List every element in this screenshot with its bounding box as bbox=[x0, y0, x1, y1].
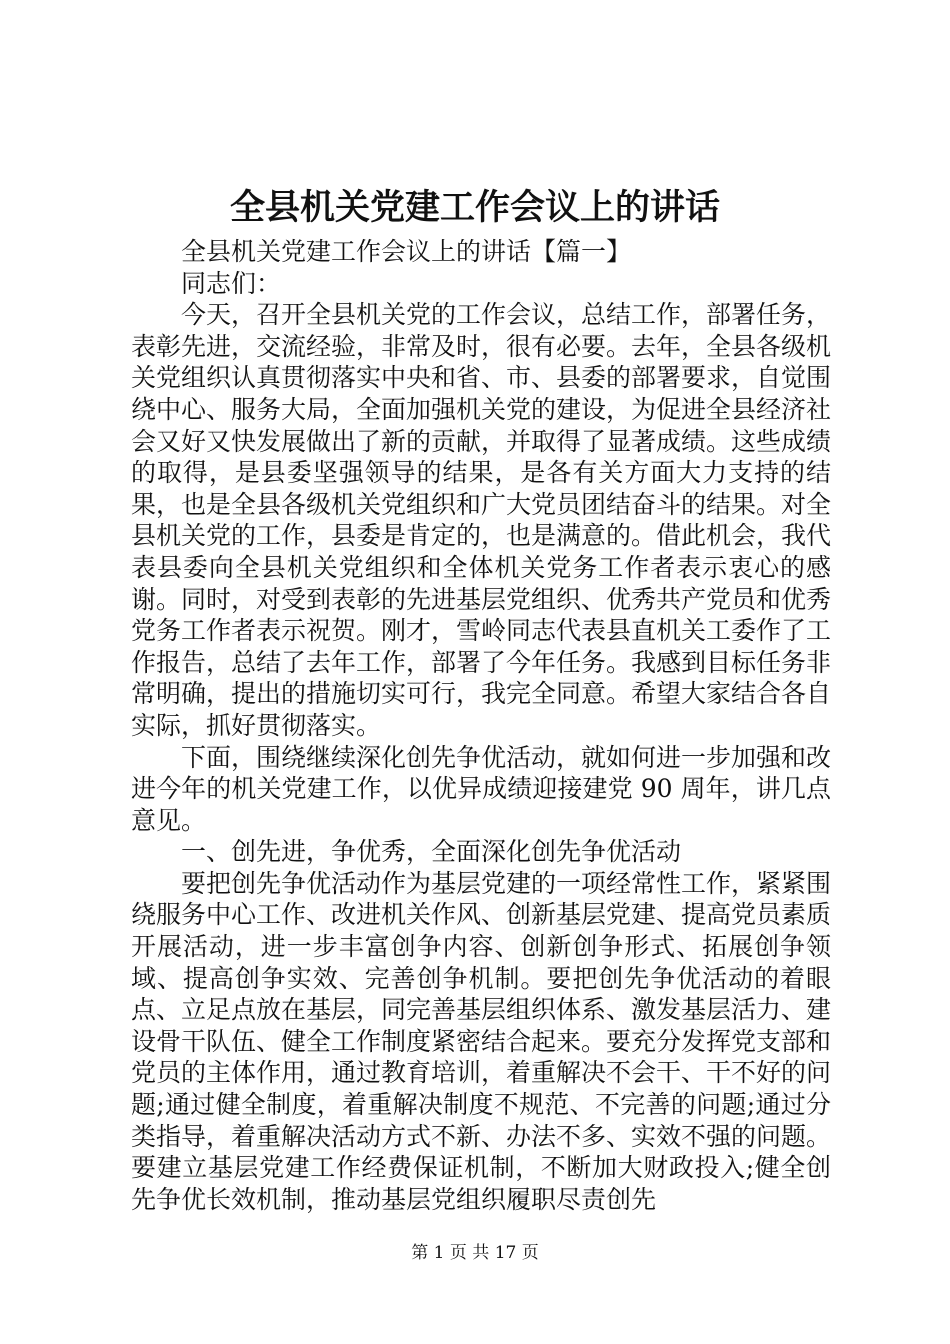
subsection-heading: 一、创先进，争优秀，全面深化创先争优活动 bbox=[181, 837, 682, 867]
page-footer: 第 1 页 共 17 页 bbox=[411, 1243, 539, 1263]
body-paragraph: 今天，召开全县机关党的工作会议，总结工作，部署任务，表彰先进，交流经验，非常及时，很有必要。去年，全县各级机关党组织认真贯彻落实中央和省、市、县委的部署要求，自觉围绕中心、服务大局，全面加强机关党的建设，为促进全县经济社会又好又快发展做出了新的贡献，并取得了显著成绩。这些成绩的取得，是县委坚强领导的结果，是各有关方面大力支持的结果，也是全县各级机关党组织和广大党员团结奋斗的结果。对全县机关党的工作，县委是肯定的，也是满意的。借此机会，我代表县委向全县机关党组织和全体机关党务工作者表示衷心的感谢。同时，对受到表彰的先进基层党组织、优秀共产党员和优秀党务工作者表示祝贺。刚才，雪岭同志代表县直机关工委作了工作报告，总结了去年工作，部署了今年任务。我感到目标任务非常明确，提出的措施切实可行，我完全同意。希望大家结合各自实际，抓好贯彻落实。 bbox=[131, 300, 832, 740]
body-paragraph: 要把创先争优活动作为基层党建的一项经常性工作，紧紧围绕服务中心工作、改进机关作风、创新基层党建、提高党员素质开展活动，进一步丰富创争内容、创新创争形式、拓展创争领域、提高创争实效、完善创争机制。要把创先争优活动的着眼点、立足点放在基层，同完善基层组织体系、激发基层活力、建设骨干队伍、健全工作制度紧密结合起来。要充分发挥党支部和党员的主体作用，通过教育培训，着重解决不会干、干不好的问题;通过健全制度，着重解决制度不规范、不完善的问题;通过分类指导，着重解决活动方式不新、办法不多、实效不强的问题。要建立基层党建工作经费保证机制，不断加大财政投入;健全创先争优长效机制，推动基层党组织履职尽责创先 bbox=[131, 868, 832, 1214]
salutation: 同志们： bbox=[181, 268, 282, 298]
document-title: 全县机关党建工作会议上的讲话 bbox=[229, 187, 720, 228]
document-body bbox=[131, 236, 831, 1215]
body-paragraph: 下面，围绕继续深化创先争优活动，就如何进一步加强和改进今年的机关党建工作，以优异成绩迎接建党 90 周年，讲几点意见。 bbox=[131, 742, 832, 835]
section-heading: 全县机关党建工作会议上的讲话【篇一】 bbox=[181, 237, 632, 266]
